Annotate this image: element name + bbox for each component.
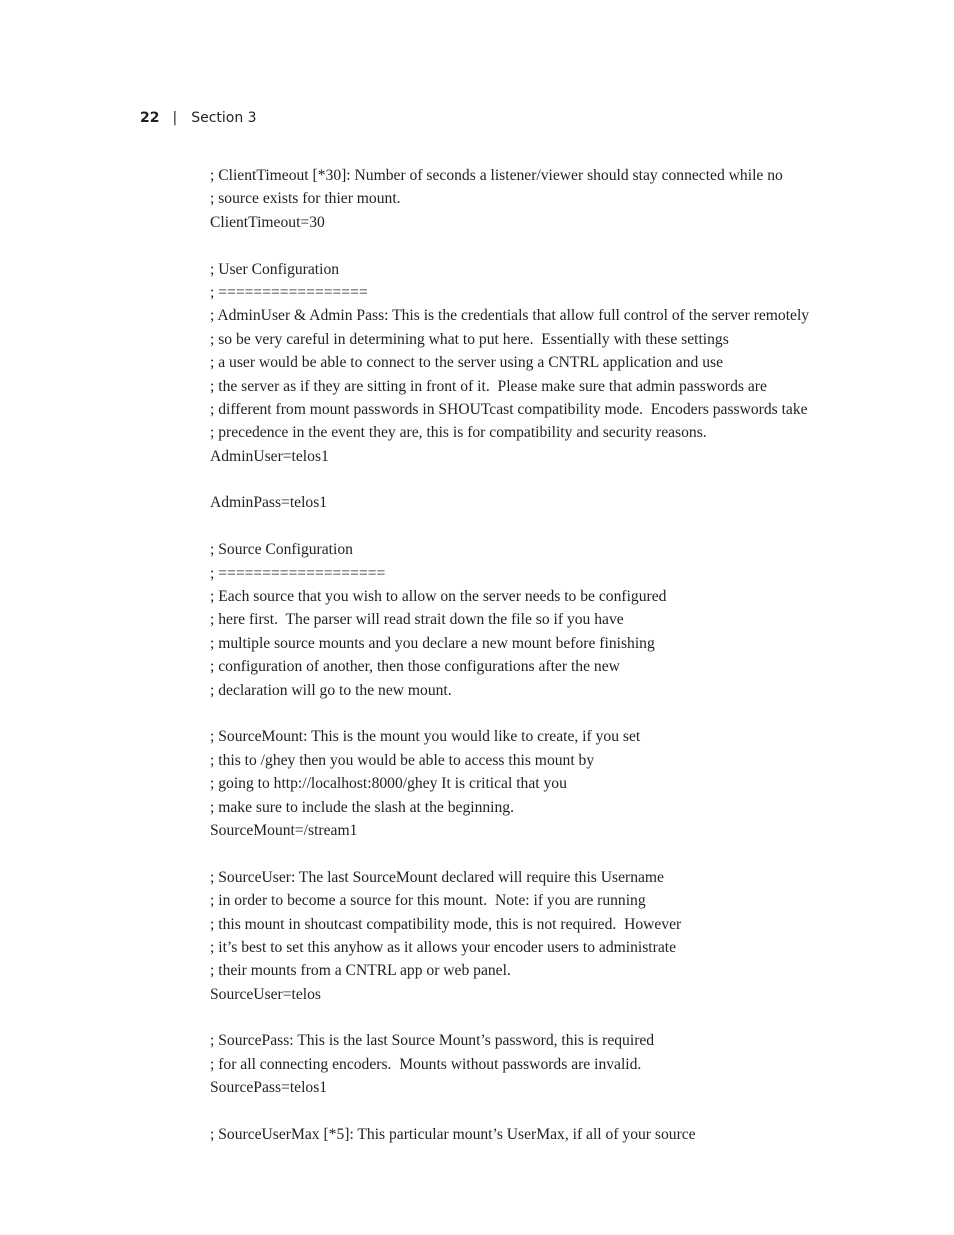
text-line: ; SourceMount: This is the mount you would like to create, if you set (210, 728, 641, 746)
text-line: ; SourceUserMax [*5]: This particular mount’s UserMax, if all of your source (210, 1126, 696, 1144)
text-line: ; this mount in shoutcast compatibility mode, this is not required. However (210, 915, 682, 933)
text-line: ; so be very careful in determining what to put here. Essentially with these settings (210, 330, 729, 348)
text-line: ; multiple source mounts and you declare a new mount before finishing (210, 634, 655, 652)
text-line: AdminUser=telos1 (210, 447, 329, 465)
config-text-block (210, 164, 890, 1146)
blank-line (210, 1006, 890, 1029)
text-line: ; AdminUser & Admin Pass: This is the credentials that allow full control of the server remotely (210, 307, 810, 325)
text-line: ; for all connecting encoders. Mounts without passwords are invalid. (210, 1055, 642, 1073)
text-line: ; Source Configuration (210, 541, 353, 559)
text-line: ; precedence in the event they are, this is for compatibility and security reasons. (210, 424, 707, 442)
text-line: ; this to /ghey then you would be able to access this mount by (210, 751, 595, 769)
blank-line (210, 1100, 890, 1123)
text-line: SourceMount=/stream1 (210, 821, 358, 839)
text-line: ClientTimeout=30 (210, 213, 325, 231)
text-line: ; a user would be able to connect to the server using a CNTRL application and use (210, 354, 724, 372)
text-line: ; going to http://localhost:8000/ghey It is critical that you (210, 775, 567, 793)
blank-line (210, 702, 890, 725)
text-line: ; it’s best to set this anyhow as it allows your encoder users to administrate (210, 938, 676, 956)
page-number: 22 (140, 110, 160, 126)
text-line: SourceUser=telos (210, 985, 321, 1003)
text-line: ; Each source that you wish to allow on the server needs to be configured (210, 588, 667, 606)
text-line: ; SourceUser: The last SourceMount declared will require this Username (210, 868, 664, 886)
text-line: ; here first. The parser will read strait down the file so if you have (210, 611, 624, 629)
text-line: ; the server as if they are sitting in front of it. Please make sure that admin passwords are (210, 377, 767, 395)
text-line: ; User Configuration (210, 260, 340, 278)
text-line: ; in order to become a source for this mount. Note: if you are running (210, 892, 646, 910)
text-line: ; make sure to include the slash at the beginning. (210, 798, 515, 816)
text-line: ; ================= (210, 283, 368, 301)
section-title: Section 3 (191, 110, 257, 126)
text-line: ; SourcePass: This is the last Source Mount’s password, this is required (210, 1032, 655, 1050)
text-line: AdminPass=telos1 (210, 494, 328, 512)
text-line: ; =================== (210, 564, 386, 582)
text-line: ; source exists for thier mount. (210, 190, 401, 208)
text-line: ; declaration will go to the new mount. (210, 681, 452, 699)
text-line: ; their mounts from a CNTRL app or web panel. (210, 962, 511, 980)
text-line: ; different from mount passwords in SHOUTcast compatibility mode. Encoders passwords take (210, 400, 808, 418)
blank-line (210, 468, 890, 491)
text-line: SourcePass=telos1 (210, 1079, 328, 1097)
text-line: ; configuration of another, then those configurations after the new (210, 658, 620, 676)
text-line: ; ClientTimeout [*30]: Number of seconds a listener/viewer should stay connected while no (210, 167, 783, 184)
blank-line (210, 234, 890, 257)
running-header (140, 108, 257, 128)
blank-line (210, 842, 890, 865)
header-separator: | (172, 110, 178, 126)
blank-line (210, 515, 890, 538)
